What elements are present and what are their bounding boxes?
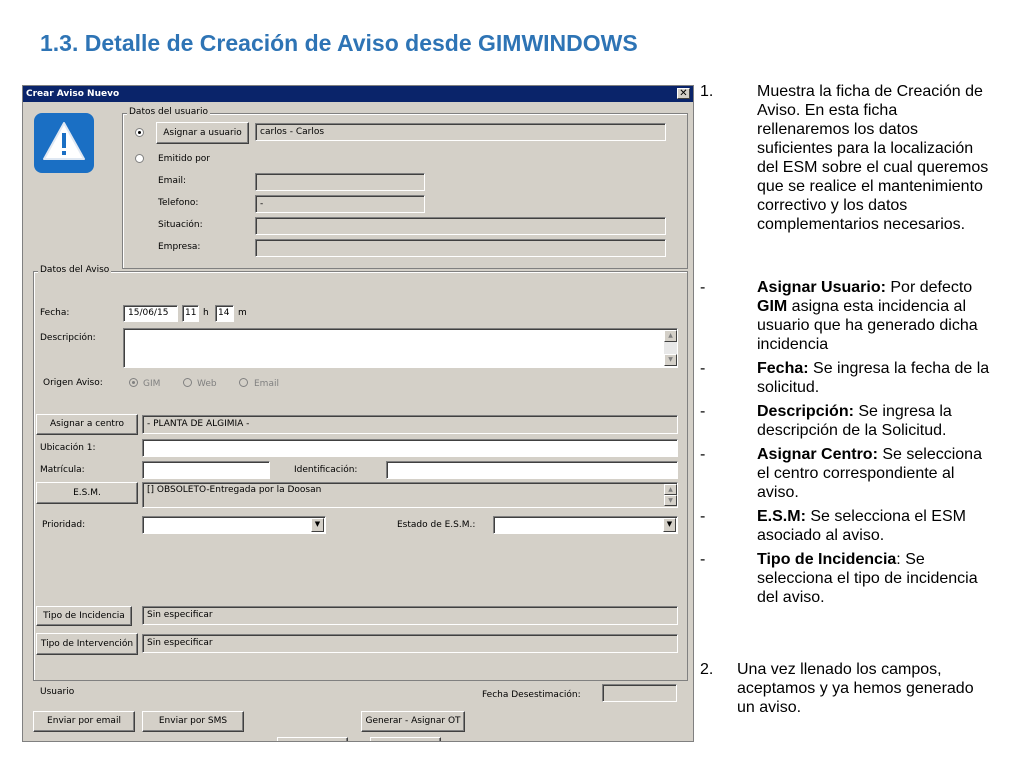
window-title: Crear Aviso Nuevo bbox=[26, 89, 120, 99]
close-icon: ✕ bbox=[679, 88, 688, 99]
hora-unit: h bbox=[203, 308, 209, 318]
origen-aviso-label: Origen Aviso: bbox=[43, 378, 103, 388]
close-button[interactable] bbox=[677, 88, 690, 99]
minuto-input[interactable]: 14 bbox=[215, 305, 234, 322]
bullet-title: Tipo de Incidencia bbox=[757, 551, 897, 568]
bullet-text bbox=[757, 278, 992, 354]
explanation-asignar-usuario bbox=[700, 278, 1000, 356]
esm-button[interactable]: E.S.M. bbox=[36, 482, 138, 504]
bullet-body: Se selecciona el ESM asociado al aviso. bbox=[757, 508, 966, 544]
scroll-up-icon[interactable]: ▲ bbox=[664, 484, 677, 495]
scroll-down-icon[interactable]: ▼ bbox=[664, 495, 677, 506]
item-number: 2. bbox=[700, 661, 714, 678]
esm-field: [] OBSOLETO-Entregada por la Doosan bbox=[142, 482, 678, 508]
item-text: Muestra la ficha de Creación de Aviso. En esta ficha rellenaremos los datos suficientes para la localización del ESM sobre el cual queremos que se realice el mantenimiento correctivo y los datos complementarios necesarios. bbox=[757, 83, 989, 233]
origen-web-label: Web bbox=[197, 379, 217, 389]
aceptar-button[interactable] bbox=[277, 737, 348, 742]
enviar-email-button[interactable]: Enviar por email bbox=[33, 711, 135, 732]
bullet-body: Por defecto bbox=[890, 279, 973, 296]
window-titlebar bbox=[23, 86, 693, 102]
situacion-label: Situación: bbox=[158, 220, 203, 230]
asignar-usuario-button[interactable]: Asignar a usuario bbox=[156, 122, 249, 144]
generar-ot-button[interactable]: Generar - Asignar OT bbox=[361, 711, 465, 732]
tipo-intervencion-button[interactable]: Tipo de Intervención bbox=[36, 633, 138, 655]
bullet-body: Se selecciona el centro correspondiente al aviso. bbox=[757, 446, 982, 501]
email-label: Email: bbox=[158, 176, 187, 186]
bullet: - bbox=[700, 508, 706, 525]
bullet: - bbox=[700, 446, 706, 463]
descripcion-scrollbar[interactable] bbox=[664, 330, 677, 366]
chevron-down-icon[interactable]: ▼ bbox=[663, 518, 676, 532]
usuario-label: Usuario bbox=[40, 687, 75, 697]
explanation-esm bbox=[700, 507, 1000, 547]
chevron-down-icon[interactable]: ▼ bbox=[311, 518, 324, 532]
cancelar-button[interactable] bbox=[370, 737, 441, 742]
tipo-intervencion-field: Sin especificar bbox=[142, 634, 678, 653]
matricula-input[interactable] bbox=[142, 461, 270, 479]
estado-esm-select[interactable] bbox=[493, 516, 678, 534]
page-title: 1.3. Detalle de Creación de Aviso desde GIMWINDOWS bbox=[40, 30, 638, 56]
estado-esm-label: Estado de E.S.M.: bbox=[397, 520, 476, 530]
bullet-emphasis: GIM bbox=[757, 298, 788, 315]
minuto-unit: m bbox=[238, 308, 247, 318]
bullet-text bbox=[757, 402, 992, 440]
explanation-item-1 bbox=[700, 82, 1000, 274]
ubicacion-label: Ubicación 1: bbox=[40, 443, 96, 453]
bullet-body: Se ingresa la fecha de la solicitud. bbox=[757, 360, 990, 396]
scroll-down-icon[interactable]: ▼ bbox=[664, 354, 677, 366]
prioridad-select[interactable] bbox=[142, 516, 326, 534]
origen-email-radio[interactable] bbox=[239, 378, 248, 387]
item-text: Una vez llenado los campos, aceptamos y ya hemos generado un aviso. bbox=[737, 661, 974, 716]
explanation-tipo-incidencia bbox=[700, 550, 1000, 609]
fecha-desestimacion-label: Fecha Desestimación: bbox=[482, 690, 581, 700]
bullet: - bbox=[700, 403, 706, 420]
bullet-title: Fecha: bbox=[757, 360, 809, 377]
descripcion-label: Descripción: bbox=[40, 333, 96, 343]
emitido-por-label: Emitido por bbox=[158, 154, 210, 164]
empresa-field[interactable] bbox=[255, 239, 666, 257]
bullet-title: Asignar Centro: bbox=[757, 446, 878, 463]
asignar-centro-button[interactable]: Asignar a centro bbox=[36, 414, 138, 435]
explanation-descripcion bbox=[700, 402, 1000, 442]
matricula-label: Matrícula: bbox=[40, 465, 85, 475]
tipo-incidencia-field: Sin especificar bbox=[142, 606, 678, 625]
situacion-field[interactable] bbox=[255, 217, 666, 235]
usuario-field: carlos - Carlos bbox=[255, 123, 666, 141]
hora-input[interactable]: 11 bbox=[182, 305, 199, 322]
telefono-field[interactable]: - bbox=[255, 195, 425, 213]
origen-gim-label: GIM bbox=[143, 379, 161, 389]
fecha-label: Fecha: bbox=[40, 308, 70, 318]
bullet-text bbox=[757, 445, 992, 502]
enviar-sms-button[interactable]: Enviar por SMS bbox=[142, 711, 244, 732]
emitido-por-radio[interactable] bbox=[135, 154, 144, 163]
email-field[interactable] bbox=[255, 173, 425, 191]
identificacion-input[interactable] bbox=[386, 461, 678, 479]
descripcion-textarea[interactable] bbox=[123, 328, 678, 368]
bullet: - bbox=[700, 551, 706, 568]
empresa-label: Empresa: bbox=[158, 242, 201, 252]
explanation-asignar-centro bbox=[700, 445, 1000, 504]
bullet-body: : Se selecciona el tipo de incidencia del aviso. bbox=[757, 551, 978, 606]
tipo-incidencia-button[interactable]: Tipo de Incidencia bbox=[36, 606, 132, 626]
explanation-fecha bbox=[700, 359, 1000, 399]
bullet-text bbox=[757, 550, 992, 607]
bullet-title: Asignar Usuario: bbox=[757, 279, 886, 296]
identificacion-label: Identificación: bbox=[294, 465, 358, 475]
crear-aviso-window bbox=[22, 85, 694, 742]
warning-icon bbox=[34, 113, 94, 173]
bullet-title: E.S.M: bbox=[757, 508, 806, 525]
explanation-item-2 bbox=[700, 660, 1000, 719]
origen-gim-radio[interactable] bbox=[129, 378, 138, 387]
fecha-desestimacion-field bbox=[602, 684, 677, 702]
esm-scrollbar[interactable] bbox=[664, 484, 677, 506]
fecha-input[interactable]: 15/06/15 bbox=[123, 305, 178, 322]
bullet-title: Descripción: bbox=[757, 403, 854, 420]
bullet-body: Se ingresa la descripción de la Solicitud. bbox=[757, 403, 952, 439]
origen-web-radio[interactable] bbox=[183, 378, 192, 387]
asignar-usuario-radio[interactable] bbox=[135, 128, 144, 137]
telefono-label: Telefono: bbox=[158, 198, 199, 208]
scroll-up-icon[interactable]: ▲ bbox=[664, 330, 677, 342]
bullet-text bbox=[757, 507, 992, 545]
datos-aviso-label: Datos del Aviso bbox=[40, 265, 110, 275]
datos-usuario-label: Datos del usuario bbox=[129, 107, 208, 117]
item-number: 1. bbox=[700, 83, 714, 100]
bullet: - bbox=[700, 360, 706, 377]
origen-email-label: Email bbox=[254, 379, 279, 389]
bullet-body: asigna esta incidencia al usuario que ha generado dicha incidencia bbox=[757, 298, 978, 353]
bullet: - bbox=[700, 279, 706, 296]
bullet-text bbox=[757, 359, 992, 397]
prioridad-label: Prioridad: bbox=[42, 520, 86, 530]
centro-field: - PLANTA DE ALGIMIA - bbox=[142, 415, 678, 434]
ubicacion-input[interactable] bbox=[142, 439, 678, 457]
